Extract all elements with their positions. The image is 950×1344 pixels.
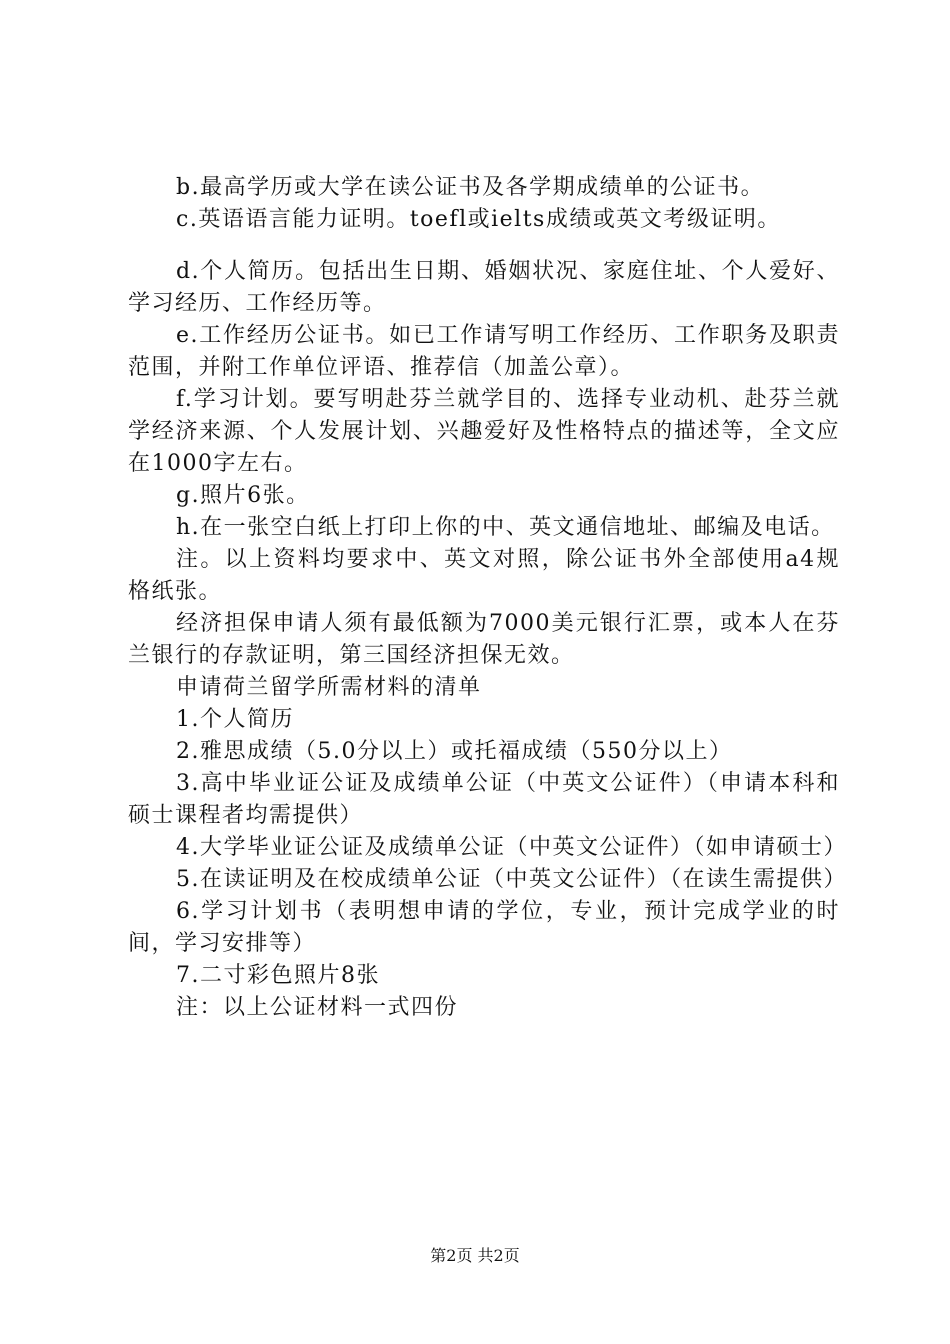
paragraph-c: c.英语语言能力证明。toefl或ielts成绩或英文考级证明。	[176, 207, 781, 232]
document-body	[128, 172, 847, 1024]
paragraph-spacer	[128, 236, 840, 256]
list-item: 5.在读证明及在校成绩单公证（中英文公证件）（在读生需提供）	[176, 867, 847, 892]
guarantee-paragraph: 经济担保申请人须有最低额为7000美元银行汇票，或本人在芬兰银行的存款证明，第三国经济担保无效。	[128, 611, 840, 668]
page-footer: 第2页 共2页	[430, 1246, 520, 1265]
closing-note: 注：以上公证材料一式四份	[176, 995, 459, 1020]
list-item: 6.学习计划书（表明想申请的学位，专业，预计完成学业的时间，学习安排等）	[128, 899, 840, 956]
note-paragraph: 注。以上资料均要求中、英文对照，除公证书外全部使用a4规格纸张。	[128, 547, 840, 604]
list-item: 7.二寸彩色照片8张	[176, 963, 380, 988]
paragraph-e: e.工作经历公证书。如已工作请写明工作经历、工作职务及职责范围，并附工作单位评语、推荐信（加盖公章）。	[128, 323, 840, 380]
list-item: 4.大学毕业证公证及成绩单公证（中英文公证件）（如申请硕士）	[176, 835, 847, 860]
list-item: 2.雅思成绩（5.0分以上）或托福成绩（550分以上）	[176, 739, 733, 764]
list-item: 1.个人简历	[176, 707, 294, 732]
paragraph-b: b.最高学历或大学在读公证书及各学期成绩单的公证书。	[176, 175, 765, 200]
paragraph-h: h.在一张空白纸上打印上你的中、英文通信地址、邮编及电话。	[176, 515, 835, 540]
paragraph-g: g.照片6张。	[176, 483, 310, 508]
paragraph-f: f.学习计划。要写明赴芬兰就学目的、选择专业动机、赴芬兰就学经济来源、个人发展计划、兴趣爱好及性格特点的描述等，全文应在1000字左右。	[128, 387, 840, 476]
paragraph-d: d.个人简历。包括出生日期、婚姻状况、家庭住址、个人爱好、学习经历、工作经历等。	[128, 259, 840, 316]
list-item: 3.高中毕业证公证及成绩单公证（中英文公证件）（申请本科和硕士课程者均需提供）	[128, 771, 840, 828]
section-heading: 申请荷兰留学所需材料的清单	[176, 675, 482, 700]
